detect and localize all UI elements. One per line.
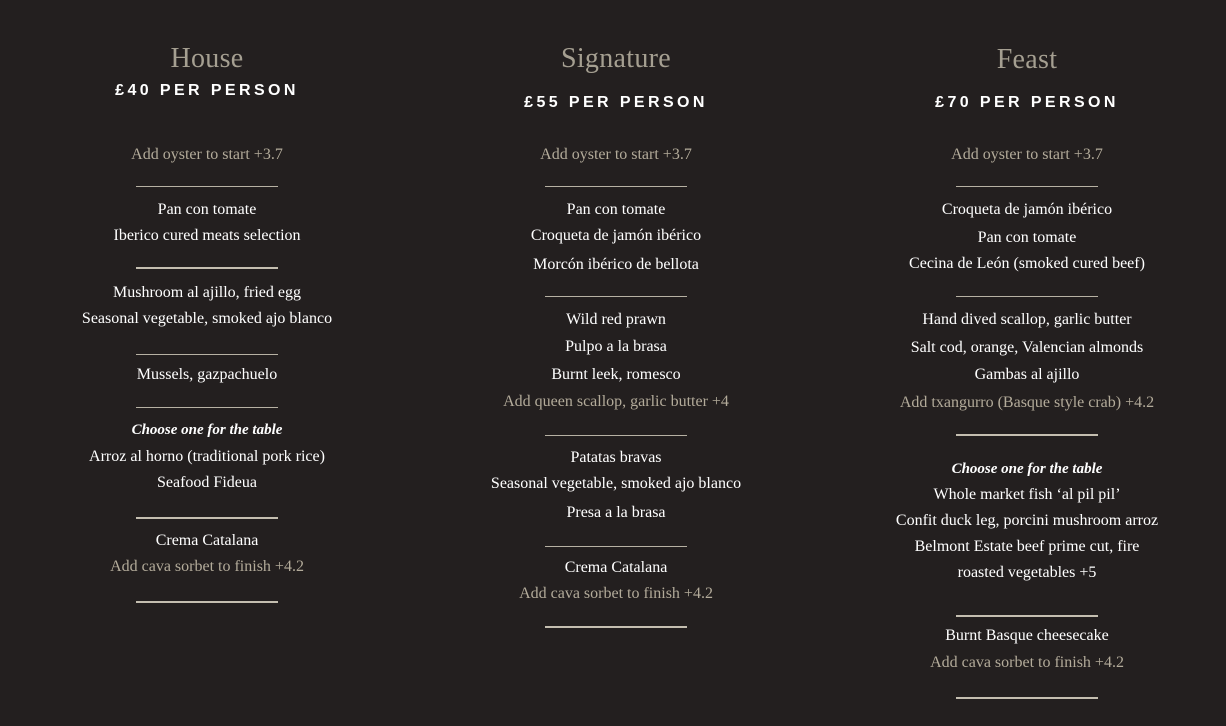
menu-title: House bbox=[170, 43, 244, 74]
dessert-addon: Add cava sorbet to finish +4.2 bbox=[110, 558, 304, 575]
menu-price: £55 PER PERSON bbox=[524, 94, 708, 111]
course-divider bbox=[956, 697, 1098, 699]
course-divider bbox=[545, 546, 687, 547]
menu-item: Salt cod, orange, Valencian almonds bbox=[910, 339, 1144, 356]
menu-item: Hand dived scallop, garlic butter bbox=[922, 311, 1132, 328]
course-divider bbox=[136, 601, 278, 603]
dessert-item: Crema Catalana bbox=[564, 559, 668, 576]
menu-item: Pan con tomate bbox=[977, 229, 1077, 246]
choose-one-heading: Choose one for the table bbox=[131, 422, 283, 438]
dessert-addon: Add cava sorbet to finish +4.2 bbox=[930, 654, 1124, 671]
menu-title: Feast bbox=[996, 44, 1058, 75]
menu-item: Confit duck leg, porcini mushroom arroz bbox=[895, 512, 1159, 529]
menu-item: Croqueta de jamón ibérico bbox=[530, 227, 702, 244]
menu-item: Pan con tomate bbox=[157, 201, 257, 218]
menu-item: Mushroom al ajillo, fried egg bbox=[113, 284, 301, 301]
course-divider bbox=[956, 186, 1098, 187]
menu-item: Patatas bravas bbox=[570, 449, 662, 466]
menu-item: Seasonal vegetable, smoked ajo blanco bbox=[81, 310, 333, 327]
menu-item: roasted vegetables +5 bbox=[957, 564, 1097, 581]
menu-item: Pan con tomate bbox=[566, 201, 666, 218]
course-divider bbox=[136, 186, 278, 187]
dessert-item: Burnt Basque cheesecake bbox=[945, 627, 1109, 644]
menu-item: Burnt leek, romesco bbox=[551, 366, 681, 383]
dessert-addon: Add cava sorbet to finish +4.2 bbox=[519, 585, 713, 602]
course-divider bbox=[545, 626, 687, 628]
course-divider bbox=[956, 296, 1098, 297]
course-divider bbox=[136, 267, 278, 269]
starter-addon: Add oyster to start +3.7 bbox=[951, 146, 1103, 163]
menu-item: Mussels, gazpachuelo bbox=[136, 366, 278, 383]
menu-item: Belmont Estate beef prime cut, fire bbox=[914, 538, 1140, 555]
menu-item: Iberico cured meats selection bbox=[113, 227, 301, 244]
course-divider bbox=[545, 296, 687, 297]
menu-item: Whole market fish ‘al pil pil’ bbox=[933, 486, 1121, 503]
course-addon: Add queen scallop, garlic butter +4 bbox=[503, 393, 729, 410]
menu-item: Gambas al ajillo bbox=[974, 366, 1080, 383]
starter-addon: Add oyster to start +3.7 bbox=[540, 146, 692, 163]
course-addon: Add txangurro (Basque style crab) +4.2 bbox=[899, 394, 1155, 411]
course-divider bbox=[956, 434, 1098, 436]
menu-item: Seasonal vegetable, smoked ajo blanco bbox=[490, 475, 742, 492]
choose-one-heading: Choose one for the table bbox=[951, 461, 1103, 477]
starter-addon: Add oyster to start +3.7 bbox=[131, 146, 283, 163]
course-divider bbox=[136, 517, 278, 519]
course-divider bbox=[136, 354, 278, 355]
menu-item: Morcón ibérico de bellota bbox=[533, 256, 699, 273]
menu-title: Signature bbox=[560, 43, 671, 74]
course-divider bbox=[545, 186, 687, 187]
menu-item: Cecina de León (smoked cured beef) bbox=[909, 255, 1145, 272]
course-divider bbox=[545, 435, 687, 436]
menu-item: Seafood Fideua bbox=[157, 474, 257, 491]
dessert-item: Crema Catalana bbox=[155, 532, 259, 549]
menu-item: Arroz al horno (traditional pork rice) bbox=[89, 448, 325, 465]
menu-item: Wild red prawn bbox=[566, 311, 666, 328]
menu-item: Croqueta de jamón ibérico bbox=[941, 201, 1113, 218]
menu-item: Pulpo a la brasa bbox=[565, 338, 667, 355]
course-divider bbox=[136, 407, 278, 408]
course-divider bbox=[956, 615, 1098, 617]
menu-price: £40 PER PERSON bbox=[115, 82, 299, 99]
menu-item: Presa a la brasa bbox=[566, 504, 666, 521]
menu-price: £70 PER PERSON bbox=[935, 94, 1119, 111]
